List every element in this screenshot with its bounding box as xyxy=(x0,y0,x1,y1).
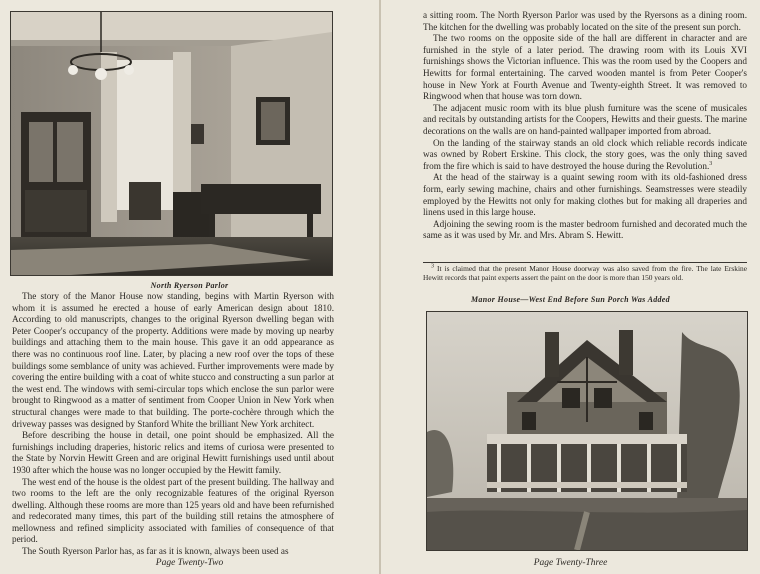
page-number: Page Twenty-Two xyxy=(155,558,224,568)
paragraph: Before describing the house in detail, one point should be emphasized. All the furnishings including draperies, historic relics and items of curiosa were presented to the State by Norvin Hewitt Green and are original Hewitt furnishings used until about 1930 after which the house was no longer occupied by the Hewitt family. xyxy=(12,430,334,475)
footnote: $^3$ It is claimed that the present Manor House doorway was also saved from the fire. The late Erskine Hewitt records that paint experts assert the paint on the door is more than 150 years old. xyxy=(423,263,747,282)
page-number: Page Twenty-Three xyxy=(533,558,608,568)
paragraph: At the head of the stairway is a quaint sewing room with its old-fashioned dress form, early sewing machine, chairs and other furnishings. Seamstresses were steadily employed by the Hewitts not only for making clothes but for making all draperies and linens used in this large house. xyxy=(423,172,747,218)
left-page xyxy=(0,0,379,574)
left-body-text xyxy=(12,291,334,558)
paragraph: The South Ryerson Parlor has, as far as it is known, always been used as xyxy=(22,546,289,557)
paragraph: The adjacent music room with its blue plush furniture was the scene of musicales and recitals by outstanding artists for the Coopers, Hewitts and their guests. The marine decorations on the walls are on hand-painted wallpaper imported from abroad. xyxy=(423,102,747,136)
footnote-marker: 3 xyxy=(431,263,434,270)
paragraph: Adjoining the sewing room is the master bedroom furnished and decorated much the same as it was used by Mr. and Mrs. Abram S. Hewitt. xyxy=(423,218,747,241)
footnote-divider xyxy=(423,262,747,263)
manor-house-photo xyxy=(426,311,748,551)
north-ryerson-parlor-photo xyxy=(10,11,333,276)
footnote-ref: 3 xyxy=(709,160,713,167)
paragraph: a sitting room. The North Ryerson Parlor was used by the Ryersons as a dining room. The kitchen for the dwelling was probably located on the site of the present sun porch. xyxy=(423,10,747,32)
right-page xyxy=(381,0,760,574)
paragraph: The two rooms on the opposite side of the hall are different in character and are furnished in the style of a later period. The drawing room with its Louis XVI furnishings shows the Victorian influence. This was the room used by the Coopers and Hewitts for formal entertaining. The carved wooden mantel is from Peter Cooper's house in New York at Fourth Avenue and Twenty-eighth Street. It was removed to Ringwood when that house was torn down. xyxy=(423,33,747,102)
photo-caption: North Ryerson Parlor xyxy=(150,281,229,290)
right-body-text xyxy=(423,10,747,242)
paragraph: The story of the Manor House now standing, begins with Martin Ryerson with whom it is assumed he erected a house of early American design about 1810. According to old manuscripts, changes to the original Ryerson dwelling began with Peter Cooper's occupancy of the property. Additions were made by moving up nearby buildings and attaching them to the main house. This gave it an odd appearance as there was no continuous roof line. Later, by placing a new roof over the tops of these buildings some semblance of unity was achieved. Further improvements were made by covering the entire building with a coat of white stucco and constructing a sun parlor at the west end. The windows with semi-circular tops which enclose the sun parlor were brought to Ringwood as a matter of sentiment from Cooper Union in New York when structural changes were made to that building. The porte-cochère through which the driveway passes was designed by Stanford White the brilliant New York architect. xyxy=(12,291,334,429)
paragraph: On the landing of the stairway stands an old clock which reliable records indicate was owned by Robert Erskine. This clock, the story goes, was the only thing saved from the fire which is said to have destroyed the house during the Revolution.$^3$ xyxy=(423,137,747,171)
paragraph: The west end of the house is the oldest part of the present building. The hallway and two rooms to the left are the only recognizable features of the original Ryerson dwelling. Although these rooms are more than 125 years old and have been refurnished and redecorated many times, this part of the building still retains the atmosphere of mellowness and refined simplicity associated with families of consequence of that period. xyxy=(12,476,334,545)
photo-caption: Manor House—West End Before Sun Porch Was Added xyxy=(471,295,670,304)
